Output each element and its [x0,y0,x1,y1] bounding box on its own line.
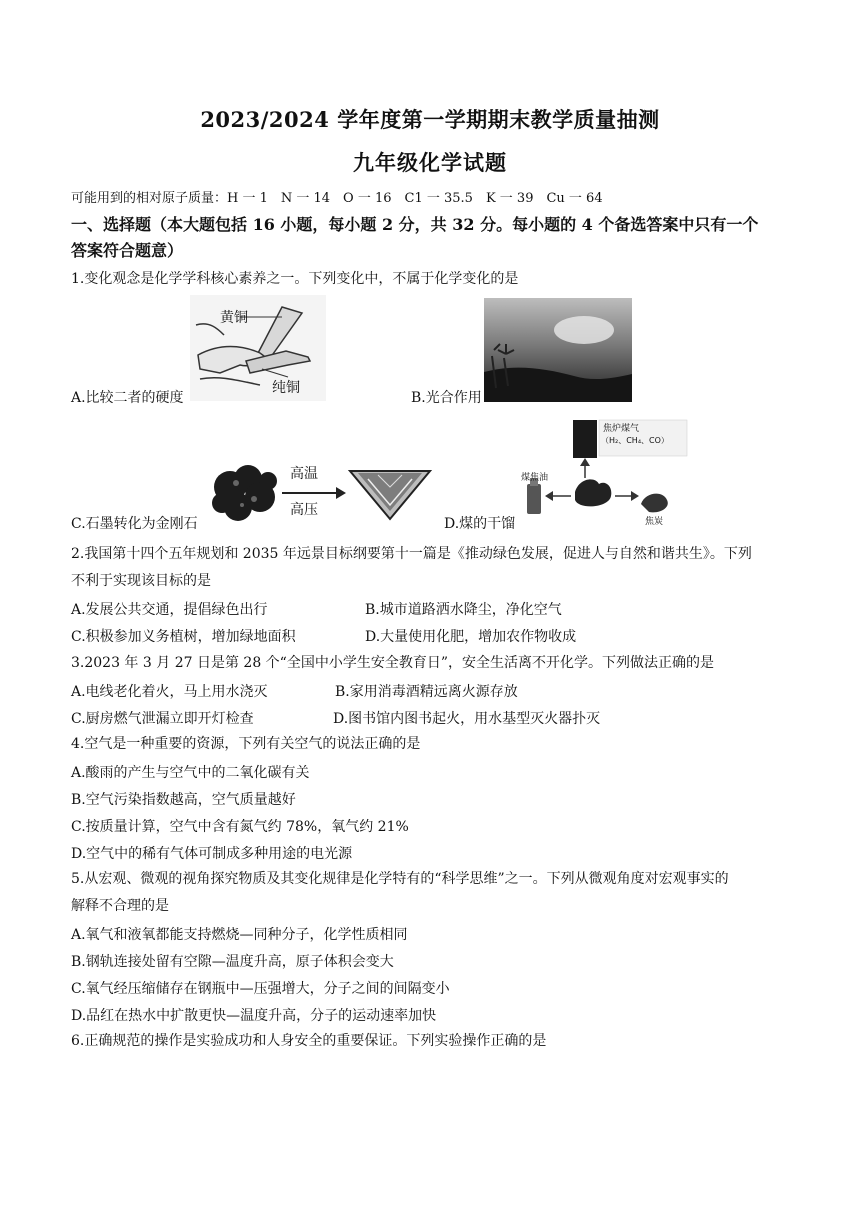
q6-stem: 6.正确规范的操作是实验成功和人身安全的重要保证。下列实验操作正确的是 [71,1033,547,1049]
section-heading-line2: 答案符合题意） [71,241,184,260]
q1-option-b: B.光合作用 [411,390,482,406]
q4-option-d: D.空气中的稀有气体可制成多种用途的电光源 [71,846,353,862]
graphite-to-diamond-figure [208,457,438,527]
q4-stem: 4.空气是一种重要的资源，下列有关空气的说法正确的是 [71,736,421,752]
q1-figure-a [190,295,326,401]
section-heading-line1: 一、选择题（本大题包括 16 小题，每小题 2 分，共 32 分。每小题的 4 个备选答案中只有一个 [71,215,759,234]
hand-scratching-figure [190,295,326,401]
q1-figure-d [517,414,690,528]
q1-option-d: D.煤的干馏 [444,516,516,532]
label-coke-oven-gas: 焦炉煤气 [603,424,640,434]
q4-option-a: A.酸雨的产生与空气中的二氧化碳有关 [71,765,310,781]
q2-option-a: A.发展公共交通，提倡绿色出行 [71,602,268,618]
q3-option-d: D.图书馆内图书起火，用水基型灭火器扑灭 [333,711,601,727]
label-gas-formula: （H₂、CH₄、CO） [601,436,669,445]
label-coal-tar: 煤焦油 [521,473,549,483]
q1-option-c: C.石墨转化为金刚石 [71,516,198,532]
q5-option-a: A.氧气和液氧都能支持燃烧—同种分子，化学性质相同 [71,927,408,943]
label-brass: 黄铜 [220,310,248,326]
q2-option-b: B.城市道路洒水降尘，净化空气 [365,602,562,618]
q1-stem: 1.变化观念是化学学科核心素养之一。下列变化中，不属于化学变化的是 [71,271,519,287]
q1-figure-b-photo [484,298,632,402]
exam-title: 2023/2024 学年度第一学期期末教学质量抽测 [200,107,660,132]
label-high-pressure: 高压 [290,502,318,518]
q5-option-c: C.氧气经压缩储存在钢瓶中—压强增大，分子之间的间隔变小 [71,981,450,997]
label-coke: 焦炭 [645,517,664,527]
atomic-masses: 可能用到的相对原子质量：H 一 1 N 一 14 O 一 16 C1 一 35.5 K 一 39 Cu 一 64 [71,191,603,206]
q4-option-b: B.空气污染指数越高，空气质量越好 [71,792,296,808]
q5-option-b: B.钢轨连接处留有空隙—温度升高，原子体积会变大 [71,954,394,970]
label-high-temp: 高温 [290,466,318,482]
q3-option-a: A.电线老化着火，马上用水浇灭 [71,684,268,700]
exam-subtitle: 九年级化学试题 [353,150,507,175]
q1-figure-c [208,457,438,527]
label-copper: 纯铜 [272,380,300,396]
q2-option-c: C.积极参加义务植树，增加绿地面积 [71,629,296,645]
q2-option-d: D.大量使用化肥，增加农作物收成 [365,629,577,645]
q2-stem-line1: 2.我国第十四个五年规划和 2035 年远景目标纲要第十一篇是《推动绿色发展，促进人与自然和谐共生》。下列 [71,546,752,562]
q5-option-d: D.品红在热水中扩散更快—温度升高，分子的运动速率加快 [71,1008,437,1024]
q3-option-c: C.厨房燃气泄漏立即开灯检查 [71,711,254,727]
q2-stem-line2: 不利于实现该目标的是 [71,573,211,589]
q1-option-a: A.比较二者的硬度 [71,390,184,406]
q3-stem: 3.2023 年 3 月 27 日是第 28 个“全国中小学生安全教育日”，安全生活离不开化学。下列做法正确的是 [71,655,714,671]
q4-option-c: C.按质量计算，空气中含有氮气约 78%，氧气约 21% [71,819,409,835]
landscape-photo [484,298,632,402]
q3-option-b: B.家用消毒酒精远离火源存放 [335,684,518,700]
q5-stem-line1: 5.从宏观、微观的视角探究物质及其变化规律是化学特有的“科学思维”之一。下列从微观角度对宏观事实的 [71,871,729,887]
q5-stem-line2: 解释不合理的是 [71,898,169,914]
